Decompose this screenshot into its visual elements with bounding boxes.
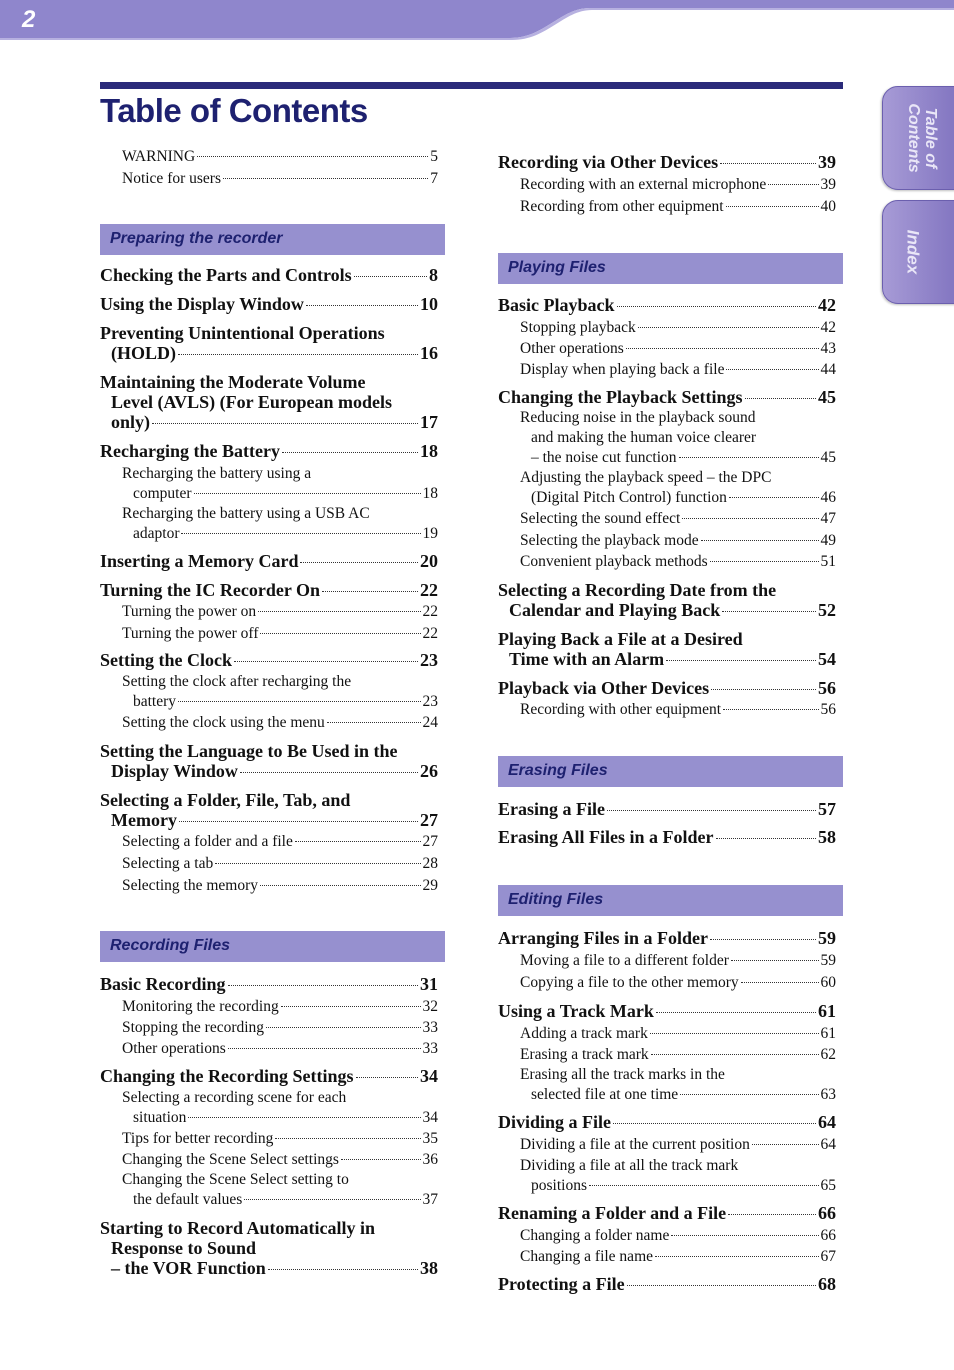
toc-subentry[interactable] xyxy=(498,508,836,530)
toc-entry[interactable] xyxy=(498,1274,836,1294)
dot-leader xyxy=(666,660,816,661)
entry-text: Starting to Record Automatically in xyxy=(100,1218,375,1238)
entry-text: Setting the Language to Be Used in the xyxy=(100,741,398,761)
toc-left-column xyxy=(100,146,438,1278)
entry-title: Erasing a File xyxy=(498,799,605,819)
entry-text: 62 xyxy=(820,1046,836,1063)
dot-leader xyxy=(701,540,819,541)
entry-text: Erasing Files xyxy=(508,762,608,779)
dot-leader xyxy=(671,1235,818,1236)
entry-text: 68 xyxy=(818,1274,836,1294)
entry-title: positions xyxy=(531,1177,587,1194)
toc-entry[interactable] xyxy=(498,1112,836,1132)
toc-subentry[interactable] xyxy=(100,601,438,623)
toc-subentry[interactable] xyxy=(100,1088,438,1128)
entry-title: Dividing a file at the current position xyxy=(520,1136,750,1153)
entry-title: battery xyxy=(133,693,177,710)
toc-entry[interactable] xyxy=(498,799,836,819)
entry-text: 37 xyxy=(422,1191,438,1208)
dot-leader xyxy=(258,611,420,612)
entry-text: 64 xyxy=(818,1112,836,1132)
entry-title: Other operations xyxy=(520,340,624,357)
toc-subentry[interactable] xyxy=(498,1023,836,1044)
entry-title: Using a Track Mark xyxy=(498,1001,654,1021)
entry-text: 52 xyxy=(818,600,836,620)
dot-leader xyxy=(731,960,819,961)
entry-title: computer xyxy=(133,485,192,502)
dot-leader xyxy=(194,493,421,494)
toc-subentry[interactable] xyxy=(498,1134,836,1156)
dot-leader xyxy=(752,1144,819,1145)
toc-entry[interactable] xyxy=(498,152,836,172)
toc-subentry[interactable] xyxy=(100,1017,438,1038)
entry-title: Protecting a File xyxy=(498,1274,625,1294)
entry-title: Selecting a tab xyxy=(122,855,214,872)
dot-leader xyxy=(711,689,816,690)
toc-subentry[interactable] xyxy=(100,1170,438,1210)
entry-title: Setting the clock using the menu xyxy=(122,714,325,731)
toc-entry[interactable] xyxy=(100,580,438,600)
toc-subentry[interactable] xyxy=(100,1128,438,1150)
toc-entry[interactable] xyxy=(100,441,438,461)
entry-text: 22 xyxy=(422,603,438,620)
dot-leader xyxy=(152,423,418,424)
toc-entry[interactable] xyxy=(100,265,438,285)
toc-entry[interactable] xyxy=(100,1218,438,1278)
entry-text: 59 xyxy=(820,952,836,969)
entry-text: 61 xyxy=(820,1025,836,1042)
toc-entry[interactable] xyxy=(100,551,438,571)
dot-leader xyxy=(300,562,418,563)
toc-subentry[interactable] xyxy=(498,530,836,552)
entry-text: 31 xyxy=(420,974,438,994)
entry-text: 38 xyxy=(420,1258,438,1278)
toc-entry[interactable] xyxy=(498,1203,836,1223)
entry-text: Selecting a Recording Date from the xyxy=(498,580,777,600)
dot-leader xyxy=(607,810,816,811)
dot-leader xyxy=(627,1285,816,1286)
entry-text: Reducing noise in the playback sound xyxy=(520,409,756,426)
toc-entry[interactable] xyxy=(498,629,836,669)
toc-entry[interactable] xyxy=(100,372,438,432)
entry-text: 43 xyxy=(820,340,836,357)
entry-text: 33 xyxy=(422,1019,438,1036)
dot-leader xyxy=(268,1269,418,1270)
dot-leader xyxy=(741,982,819,983)
entry-text: 36 xyxy=(422,1151,438,1168)
entry-text: and making the human voice clearer xyxy=(531,429,757,446)
dot-leader xyxy=(178,354,418,355)
entry-title: Changing the Recording Settings xyxy=(100,1066,354,1086)
dot-leader xyxy=(722,611,816,612)
entry-title: Using the Display Window xyxy=(100,294,304,314)
section-header-preparing xyxy=(100,224,445,255)
entry-text: 22 xyxy=(422,625,438,642)
header-band xyxy=(0,0,954,40)
entry-text: 42 xyxy=(820,319,836,336)
entry-title: Time with an Alarm xyxy=(509,649,665,669)
entry-text: 45 xyxy=(818,387,836,407)
entry-title: Setting the Clock xyxy=(100,650,232,670)
tab-toc-label: Table of Contents xyxy=(905,103,939,173)
dot-leader xyxy=(710,561,819,562)
toc-entry[interactable] xyxy=(100,974,438,994)
toc-subentry[interactable] xyxy=(100,831,438,853)
entry-title: Dividing a File xyxy=(498,1112,612,1132)
dot-leader xyxy=(260,633,420,634)
entry-title: (HOLD) xyxy=(111,343,176,363)
toc-subentry[interactable] xyxy=(498,338,836,359)
toc-entry[interactable] xyxy=(498,678,836,698)
entry-title: WARNING xyxy=(122,148,196,165)
entry-text: 39 xyxy=(818,152,836,172)
toc-entry[interactable] xyxy=(498,387,836,407)
entry-title: Checking the Parts and Controls xyxy=(100,265,352,285)
entry-title: Stopping playback xyxy=(520,319,636,336)
entry-title: Erasing All Files in a Folder xyxy=(498,827,714,847)
entry-title: Changing the Scene Select settings xyxy=(122,1151,339,1168)
title-rule xyxy=(100,82,843,89)
entry-text: 17 xyxy=(420,412,438,432)
entry-title: Basic Playback xyxy=(498,295,615,315)
entry-text: 24 xyxy=(422,714,438,731)
entry-title: Copying a file to the other memory xyxy=(520,974,739,991)
dot-leader xyxy=(723,709,818,710)
entry-text: Selecting a Folder, File, Tab, and xyxy=(100,790,351,810)
entry-text: 18 xyxy=(422,485,438,502)
dot-leader xyxy=(223,178,428,179)
entry-title: Turning the IC Recorder On xyxy=(100,580,321,600)
entry-text: Preparing the recorder xyxy=(110,230,283,247)
dot-leader xyxy=(651,1054,819,1055)
entry-text: 66 xyxy=(820,1227,836,1244)
dot-leader xyxy=(306,305,418,306)
dot-leader xyxy=(716,838,816,839)
section-header-erasing xyxy=(498,756,843,787)
toc-entry[interactable] xyxy=(122,168,438,190)
toc-entry[interactable] xyxy=(498,827,836,847)
entry-text: Level (AVLS) (For European models xyxy=(111,392,393,412)
entry-text: Selecting a recording scene for each xyxy=(122,1089,347,1106)
entry-title: Basic Recording xyxy=(100,974,226,994)
entry-title: the default values xyxy=(133,1191,243,1208)
entry-title: Turning the power off xyxy=(122,625,259,642)
dot-leader xyxy=(356,1077,418,1078)
entry-title: Recording with other equipment xyxy=(520,701,722,718)
entry-title: Tips for better recording xyxy=(122,1130,274,1147)
toc-entry[interactable] xyxy=(100,323,438,363)
entry-title: – the VOR Function xyxy=(111,1258,266,1278)
entry-title: Stopping the recording xyxy=(122,1019,265,1036)
entry-text: Playing Back a File at a Desired xyxy=(498,629,743,649)
toc-entry[interactable] xyxy=(100,650,438,670)
entry-title: Erasing a track mark xyxy=(520,1046,649,1063)
entry-text: 56 xyxy=(818,678,836,698)
dot-leader xyxy=(282,452,418,453)
entry-text: 27 xyxy=(422,833,438,850)
entry-text: 56 xyxy=(820,701,836,718)
tab-index-label: Index xyxy=(903,229,923,275)
dot-leader xyxy=(710,939,816,940)
dot-leader xyxy=(240,772,418,773)
toc-entry[interactable] xyxy=(122,146,438,168)
toc-right-column xyxy=(498,152,836,1294)
dot-leader xyxy=(178,701,420,702)
entry-title: Notice for users xyxy=(122,170,221,187)
entry-text: Recording Files xyxy=(110,937,231,954)
toc-subentry[interactable] xyxy=(498,317,836,338)
dot-leader xyxy=(729,497,819,498)
dot-leader xyxy=(327,722,421,723)
toc-subentry[interactable] xyxy=(100,1038,438,1059)
entry-title: Turning the power on xyxy=(122,603,257,620)
entry-title: Arranging Files in a Folder xyxy=(498,928,708,948)
page-number: 2 xyxy=(22,6,36,33)
entry-text: 27 xyxy=(420,810,438,830)
entry-title: Adding a track mark xyxy=(520,1025,648,1042)
entry-title: Changing a file name xyxy=(520,1248,653,1265)
dot-leader xyxy=(234,661,418,662)
entry-text: 47 xyxy=(820,510,836,527)
entry-text: 67 xyxy=(820,1248,836,1265)
entry-title: Selecting a folder and a file xyxy=(122,833,293,850)
entry-title: – the noise cut function xyxy=(531,449,677,466)
dot-leader xyxy=(215,863,420,864)
entry-text: 8 xyxy=(429,265,438,285)
entry-text: 60 xyxy=(820,974,836,991)
entry-text: 22 xyxy=(420,580,438,600)
dot-leader xyxy=(720,163,816,164)
toc-entry[interactable] xyxy=(100,790,438,830)
entry-text: 49 xyxy=(820,532,836,549)
toc-subentry[interactable] xyxy=(100,464,438,504)
entry-title: situation xyxy=(133,1109,187,1126)
toc-entry[interactable] xyxy=(100,741,438,781)
entry-title: only) xyxy=(111,412,151,432)
entry-title: (Digital Pitch Control) function xyxy=(531,489,727,506)
entry-title: Display Window xyxy=(111,761,238,781)
dot-leader xyxy=(295,841,421,842)
entry-title: Inserting a Memory Card xyxy=(100,551,299,571)
toc-subentry[interactable] xyxy=(498,1225,836,1246)
entry-title: Selecting the sound effect xyxy=(520,510,681,527)
dot-leader xyxy=(322,591,418,592)
entry-text: 19 xyxy=(422,525,438,542)
entry-title: Convenient playback methods xyxy=(520,553,708,570)
dot-leader xyxy=(679,457,819,458)
entry-text: 39 xyxy=(820,176,836,193)
entry-text: Playing Files xyxy=(508,259,606,276)
dot-leader xyxy=(613,1123,816,1124)
entry-text: 34 xyxy=(420,1066,438,1086)
entry-title: Recording via Other Devices xyxy=(498,152,719,172)
entry-text: 28 xyxy=(422,855,438,872)
entry-text: 45 xyxy=(820,449,836,466)
dot-leader xyxy=(626,348,819,349)
entry-text: Erasing all the track marks in the xyxy=(520,1066,725,1083)
entry-text: Response to Sound xyxy=(111,1238,257,1258)
dot-leader xyxy=(179,821,418,822)
entry-text: 23 xyxy=(422,693,438,710)
entry-title: Renaming a Folder and a File xyxy=(498,1203,727,1223)
toc-subentry[interactable] xyxy=(498,1246,836,1267)
dot-leader xyxy=(745,398,816,399)
dot-leader xyxy=(650,1033,819,1034)
toc-entry[interactable] xyxy=(498,1001,836,1021)
dot-leader xyxy=(354,276,427,277)
entry-text: 58 xyxy=(818,827,836,847)
entry-text: 32 xyxy=(422,998,438,1015)
dot-leader xyxy=(726,369,818,370)
toc-subentry[interactable] xyxy=(100,875,438,897)
dot-leader xyxy=(726,206,819,207)
entry-text: Preventing Unintentional Operations xyxy=(100,323,385,343)
entry-text: 10 xyxy=(420,294,438,314)
dot-leader xyxy=(655,1256,819,1257)
entry-text: 66 xyxy=(818,1203,836,1223)
entry-text: 18 xyxy=(420,441,438,461)
entry-text: 35 xyxy=(422,1130,438,1147)
dot-leader xyxy=(680,1094,818,1095)
page-title: Table of Contents xyxy=(100,92,368,129)
toc-subentry[interactable] xyxy=(100,672,438,712)
dot-leader xyxy=(228,1048,421,1049)
toc-subentry[interactable] xyxy=(498,1044,836,1065)
dot-leader xyxy=(341,1159,421,1160)
entry-title: Moving a file to a different folder xyxy=(520,952,729,969)
entry-title: Other operations xyxy=(122,1040,226,1057)
toc-subentry[interactable] xyxy=(100,996,438,1017)
dot-leader xyxy=(275,1138,420,1139)
entry-text: 26 xyxy=(420,761,438,781)
dot-leader xyxy=(728,1214,816,1215)
toc-subentry[interactable] xyxy=(100,712,438,734)
entry-text: Recharging the battery using a xyxy=(122,465,312,482)
toc-subentry[interactable] xyxy=(498,408,836,468)
tab-table-of-contents[interactable] xyxy=(882,86,954,190)
entry-text: 59 xyxy=(818,928,836,948)
section-header-editing xyxy=(498,885,843,916)
entry-text: 5 xyxy=(430,148,438,165)
entry-text: 7 xyxy=(430,170,438,187)
entry-title: Changing a folder name xyxy=(520,1227,670,1244)
entry-title: Changing the Playback Settings xyxy=(498,387,743,407)
toc-subentry[interactable] xyxy=(498,1156,836,1196)
toc-entry[interactable] xyxy=(100,294,438,314)
section-header-playing xyxy=(498,253,843,284)
toc-subentry[interactable] xyxy=(498,972,836,994)
entry-text: Maintaining the Moderate Volume xyxy=(100,372,366,392)
entry-title: Recharging the Battery xyxy=(100,441,280,461)
toc-subentry[interactable] xyxy=(498,468,836,508)
entry-text: 64 xyxy=(820,1136,836,1153)
dot-leader xyxy=(244,1199,420,1200)
entry-text: 61 xyxy=(818,1001,836,1021)
toc-subentry[interactable] xyxy=(498,174,836,196)
entry-text: 44 xyxy=(820,361,836,378)
dot-leader xyxy=(682,518,818,519)
entry-title: Selecting the playback mode xyxy=(520,532,699,549)
entry-text: 63 xyxy=(820,1086,836,1103)
toc-subentry[interactable] xyxy=(100,1150,438,1170)
section-header-recording xyxy=(100,931,445,962)
entry-text: Setting the clock after recharging the xyxy=(122,673,352,690)
toc-entry[interactable] xyxy=(498,295,836,315)
toc-entry[interactable] xyxy=(498,580,836,620)
dot-leader xyxy=(617,306,816,307)
entry-title: Selecting the memory xyxy=(122,877,259,894)
entry-title: selected file at one time xyxy=(531,1086,679,1103)
entry-text: 65 xyxy=(820,1177,836,1194)
toc-subentry[interactable] xyxy=(498,1065,836,1105)
entry-text: Dividing a file at all the track mark xyxy=(520,1157,739,1174)
entry-text: 34 xyxy=(422,1109,438,1126)
entry-text: Changing the Scene Select setting to xyxy=(122,1171,349,1188)
dot-leader xyxy=(638,327,819,328)
entry-text: 57 xyxy=(818,799,836,819)
entry-text: 20 xyxy=(420,551,438,571)
entry-text: 16 xyxy=(420,343,438,363)
entry-text: 42 xyxy=(818,295,836,315)
entry-title: Calendar and Playing Back xyxy=(509,600,721,620)
toc-subentry[interactable] xyxy=(498,359,836,380)
entry-text: 23 xyxy=(420,650,438,670)
dot-leader xyxy=(260,885,420,886)
entry-title: Memory xyxy=(111,810,177,830)
entry-title: Playback via Other Devices xyxy=(498,678,710,698)
entry-text: Adjusting the playback speed – the DPC xyxy=(520,469,772,486)
toc-subentry[interactable] xyxy=(498,950,836,972)
dot-leader xyxy=(589,1185,819,1186)
dot-leader xyxy=(197,156,428,157)
entry-text: 29 xyxy=(422,877,438,894)
toc-subentry[interactable] xyxy=(100,853,438,875)
dot-leader xyxy=(656,1012,816,1013)
entry-title: Monitoring the recording xyxy=(122,998,279,1015)
toc-subentry[interactable] xyxy=(100,623,438,645)
entry-text: Recharging the battery using a USB AC xyxy=(122,505,370,522)
toc-entry[interactable] xyxy=(498,928,836,948)
dot-leader xyxy=(181,533,420,534)
toc-subentry[interactable] xyxy=(498,699,836,721)
dot-leader xyxy=(281,1006,421,1007)
toc-subentry[interactable] xyxy=(498,196,836,218)
entry-title: Recording with an external microphone xyxy=(520,176,767,193)
entry-text: Editing Files xyxy=(508,891,604,908)
entry-text: 51 xyxy=(820,553,836,570)
dot-leader xyxy=(188,1117,420,1118)
entry-title: Recording from other equipment xyxy=(520,198,724,215)
entry-text: 33 xyxy=(422,1040,438,1057)
entry-title: adaptor xyxy=(133,525,180,542)
entry-text: 54 xyxy=(818,649,836,669)
entry-text: 46 xyxy=(820,489,836,506)
dot-leader xyxy=(228,985,419,986)
tab-index[interactable] xyxy=(882,200,954,304)
dot-leader xyxy=(266,1027,420,1028)
dot-leader xyxy=(768,184,818,185)
toc-subentry[interactable] xyxy=(498,552,836,572)
entry-title: Display when playing back a file xyxy=(520,361,725,378)
entry-text: 40 xyxy=(820,198,836,215)
toc-entry[interactable] xyxy=(100,1066,438,1086)
toc-subentry[interactable] xyxy=(100,504,438,544)
